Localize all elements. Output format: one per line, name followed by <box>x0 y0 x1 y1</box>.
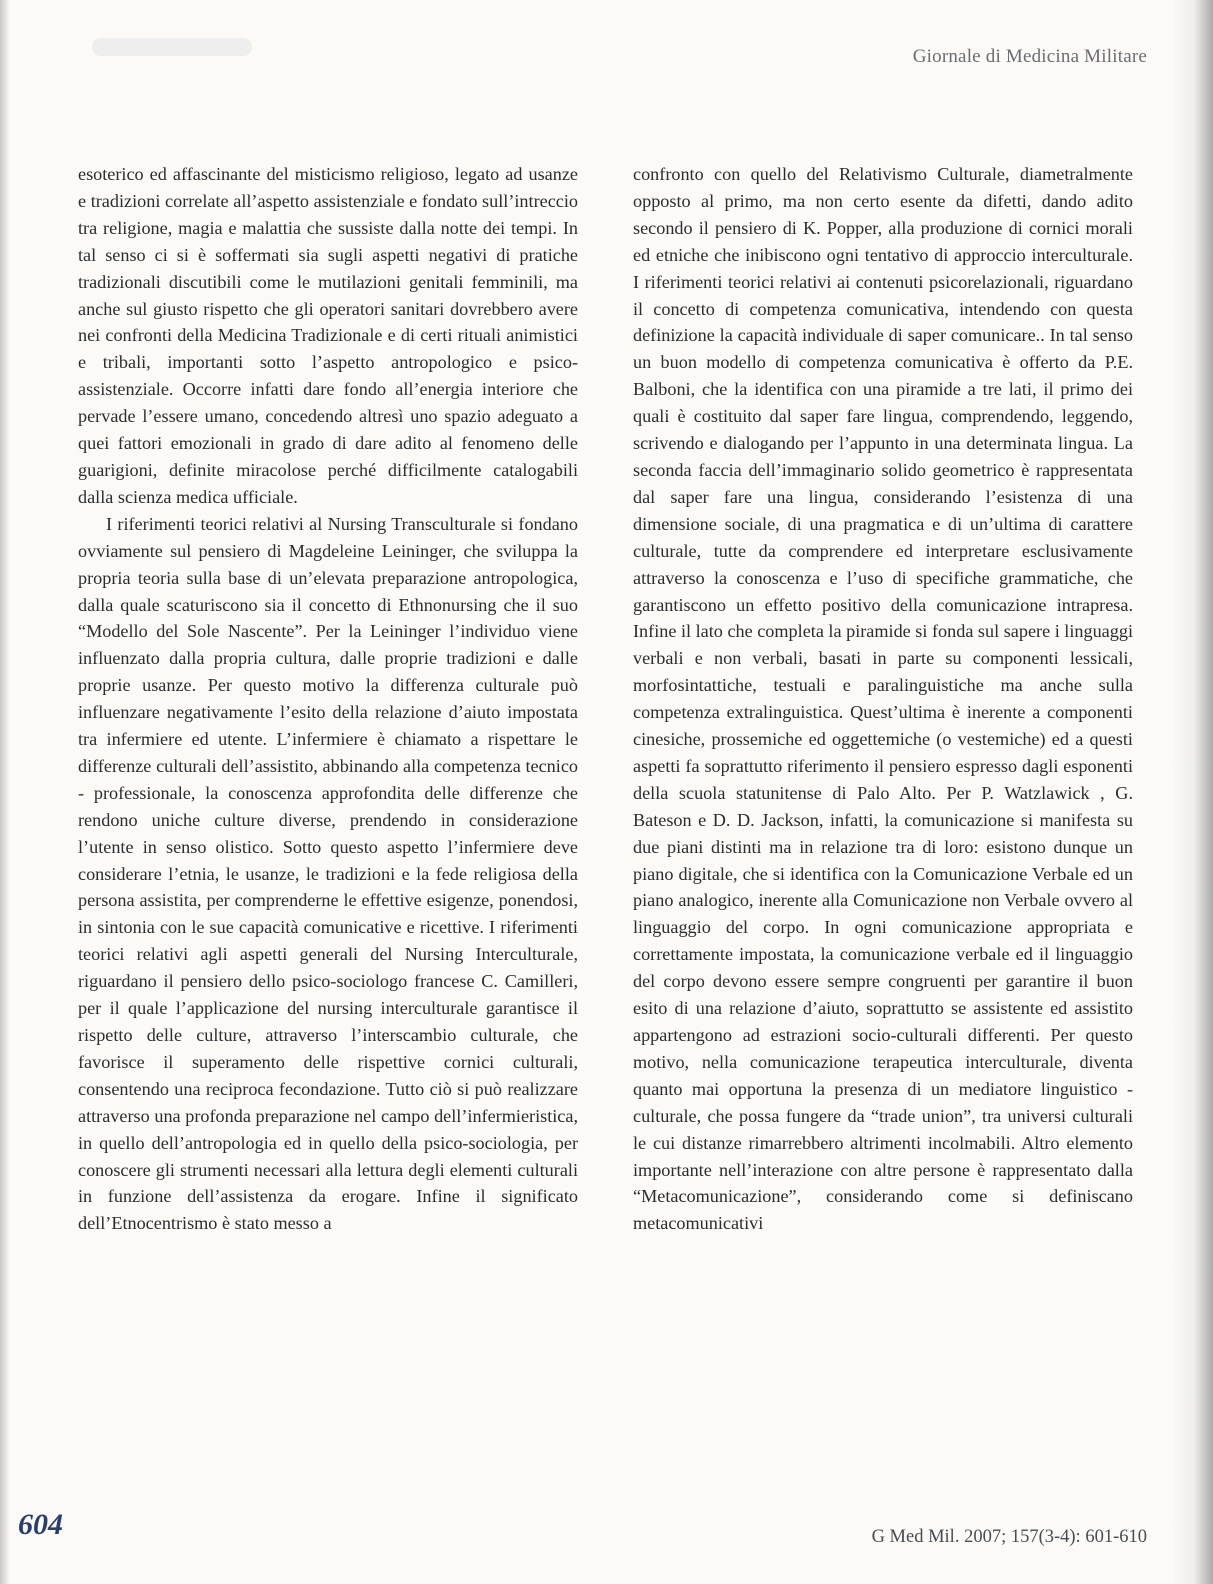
right-text-column <box>633 161 1133 1237</box>
faded-header-mark <box>92 38 252 56</box>
journal-citation: G Med Mil. 2007; 157(3-4): 601-610 <box>871 1527 1147 1547</box>
left-paragraph-2: I riferimenti teorici relativi al Nursing Transculturale si fondano ovviamente sul pensiero di Magdeleine Leininger, che sviluppa la propria teoria sulla base di un’elevata preparazione antropologica, dalla quale scaturiscono sia il concetto di Ethnonursing che il suo “Modello del Sole Nascente”. Per la Leininger l’individuo viene influenzato dalla propria cultura, dalle proprie tradizioni e dalle proprie usanze. Per questo motivo la differenza culturale può influenzare negativamente l’esito della relazione d’aiuto impostata tra infermiere ed utente. L’infermiere è chiamato a rispettare le differenze culturali dell’assistito, abbinando alla competenza tecnico - professionale, la conoscenza approfondita delle differenze che rendono uniche culture diverse, prendendo in considerazione l’utente in senso olistico. Sotto questo aspetto l’infermiere deve considerare l’etnia, le usanze, le tradizioni e la fede religiosa della persona assistita, per comprenderne le effettive esigenze, ponendosi, in sintonia con le sue capacità comunicative e ricettive. I riferimenti teorici relativi agli aspetti generali del Nursing Interculturale, riguardano il pensiero dello psico-sociologo francese C. Camilleri, per il quale l’applicazione del nursing interculturale garantisce il rispetto delle culture, attraverso l’interscambio culturale, che favorisce il superamento delle rispettive cornici culturali, consentendo una reciproca fecondazione. Tutto ciò si può realizzare attraverso una profonda preparazione nel campo dell’infermieristica, in quello dell’antropologia ed in quello della psico-sociologia, per conoscere gli strumenti necessari alla lettura degli elementi culturali in funzione dell’assistenza da erogare. Infine il significato dell’Etnocentrismo è stato messo a <box>78 513 578 1234</box>
journal-title: Giornale di Medicina Militare <box>912 46 1147 67</box>
left-paragraph-1: esoterico ed affascinante del misticismo religioso, legato ad usanze e tradizioni correlate all’aspetto assistenziale e fondato sull’intreccio tra religione, magia e malattia che sussiste dalla notte dei tempi. In tal senso ci si è soffermati sia sugli aspetti negativi di pratiche tradizionali discutibili come le mutilazioni genitali femminili, ma anche sul giusto rispetto che gli operatori sanitari dovrebbero avere nei confronti della Medicina Tradizionale e di certi rituali animistici e tribali, importanti sotto l’aspetto antropologico e psico-assistenziale. Occorre infatti dare fondo all’energia interiore che pervade l’essere umano, concedendo altresì uno spazio adeguato a quei fattori emozionali in grado di dare adito al fenomeno delle guarigioni, definite miracolose perché difficilmente catalogabili dalla scienza medica ufficiale. <box>78 164 578 507</box>
page-number: 604 <box>18 1508 63 1541</box>
left-text-column <box>78 161 578 1237</box>
scan-edge-shadow-left <box>0 0 10 1584</box>
scan-edge-shadow-right <box>1171 0 1213 1584</box>
right-paragraph-1: confronto con quello del Relativismo Culturale, diametralmente opposto al primo, ma non certo esente da difetti, dando adito secondo il pensiero di K. Popper, alla produzione di cornici morali ed etniche che inibiscono ogni tentativo di approccio interculturale. I riferimenti teorici relativi ai contenuti psicorelazionali, riguardano il concetto di competenza comunicativa, intendendo con questa definizione la capacità individuale di saper comunicare.. In tal senso un buon modello di competenza comunicativa è offerto da P.E. Balboni, che la identifica con una piramide a tre lati, il primo dei quali è costituito dal saper fare lingua, comprendendo, leggendo, scrivendo e dialogando per l’appunto in una determinata lingua. La seconda faccia dell’immaginario solido geometrico è rappresentata dal saper fare una lingua, considerando l’esistenza di una dimensione sociale, di una pragmatica e di un’ultima di carattere culturale, tutte da comprendere ed interpretare esclusivamente attraverso la conoscenza e l’uso di specifiche grammatiche, che garantiscono un effetto positivo della comunicazione intrapresa. Infine il lato che completa la piramide si fonda sul sapere i linguaggi verbali e non verbali, basati in parte su componenti lessicali, morfosintattiche, testuali e paralinguistiche ma anche sulla competenza extralinguistica. Quest’ultima è inerente a componenti cinesiche, prossemiche ed oggettemiche (o vestemiche) ed a questi aspetti fa soprattutto riferimento il pensiero espresso dagli esponenti della scuola statunitense di Palo Alto. Per P. Watzlawick , G. Bateson e D. D. Jackson, infatti, la comunicazione si manifesta su due piani distinti ma in relazione tra di loro: esistono dunque un piano digitale, che si identifica con la Comunicazione Verbale ed un piano analogico, inerente alla Comunicazione non Verbale ovvero al linguaggio del corpo. In ogni comunicazione appropriata e correttamente impostata, la comunicazione verbale ed il linguaggio del corpo devono essere sempre congruenti per garantire il buon esito di una relazione d’aiuto, soprattutto se assistente ed assistito appartengono ad estrazioni socio-culturali differenti. Per questo motivo, nella comunicazione terapeutica interculturale, diventa quanto mai opportuna la presenza di un mediatore linguistico - culturale, che possa fungere da “trade union”, tra universi culturali le cui distanze rimarrebbero altrimenti incolmabili. Altro elemento importante nell’interazione con altre persone è rappresentato dalla “Metacomunicazione”, considerando come si definiscano metacomunicativi <box>633 164 1133 1234</box>
